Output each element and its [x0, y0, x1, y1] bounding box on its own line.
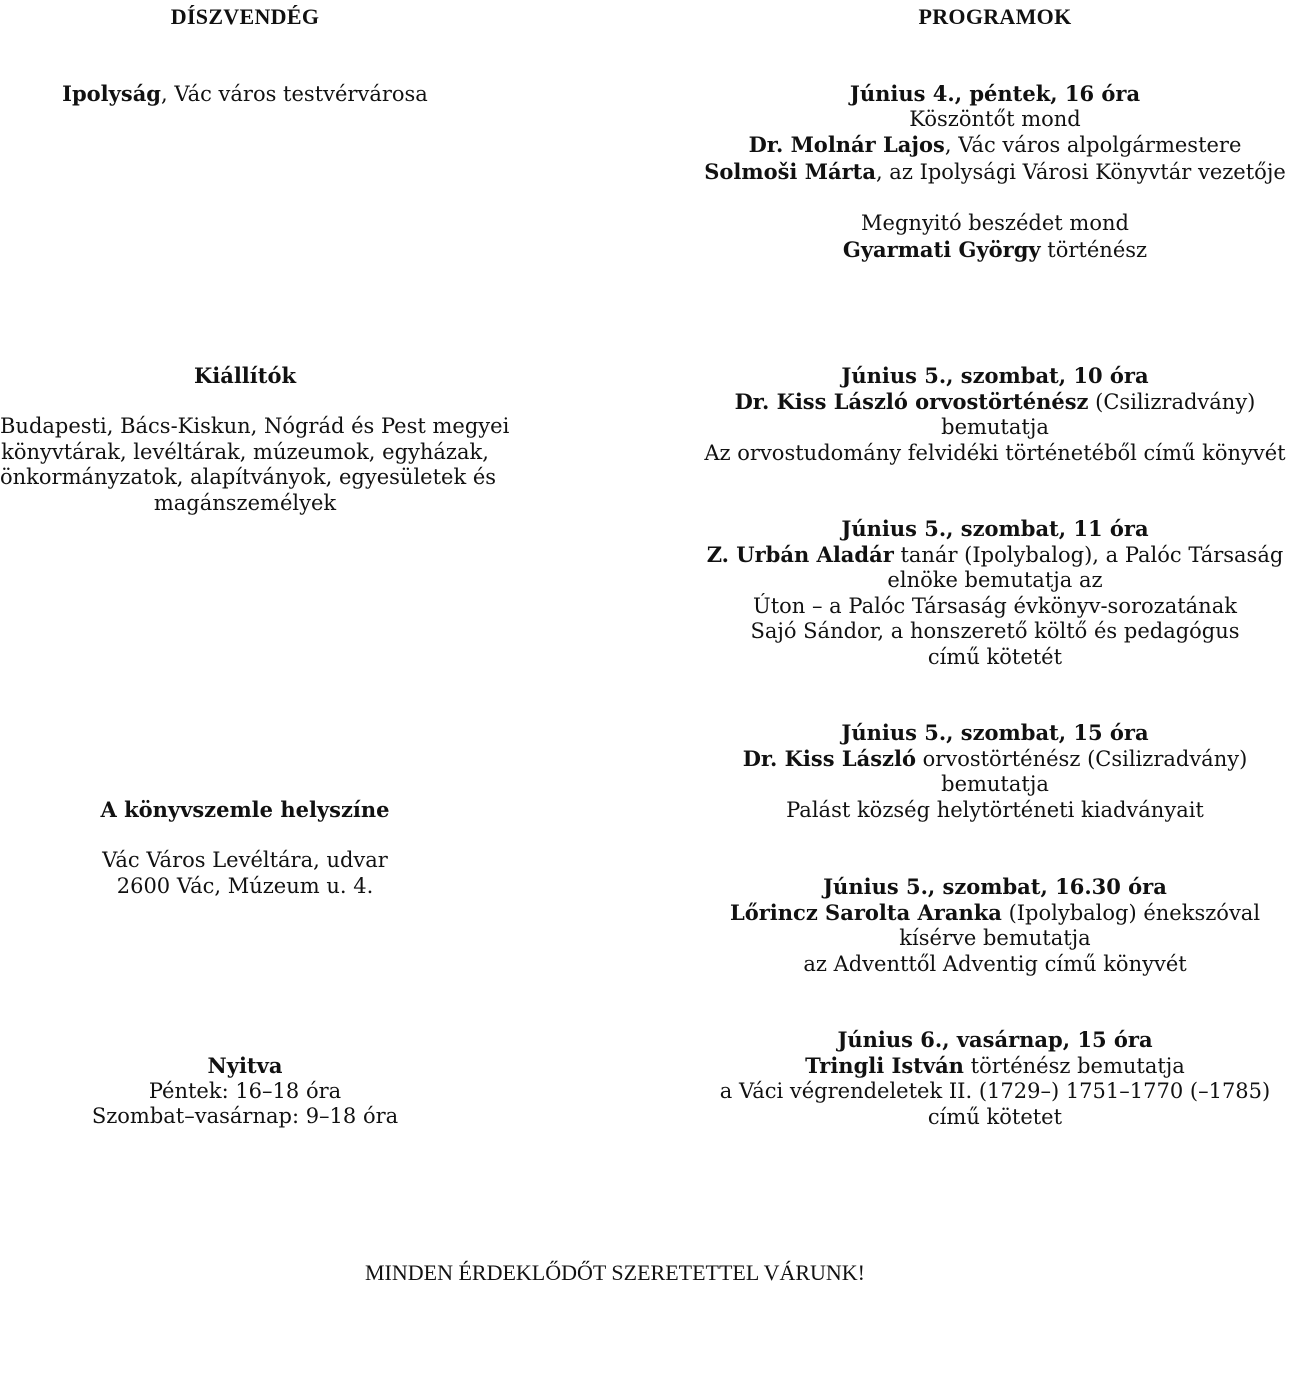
program-item: Június 4., péntek, 16 óra Köszöntőt mond Dr. Molnár Lajos, Vác város alpolgármestere Solmoši Márta, az Ipolysági Városi Könyvtár vezetője Megnyitó beszédet mond Gyarmati György történész — [690, 81, 1300, 263]
opening-hours-line: Szombat–vasárnap: 9–18 óra — [91, 1104, 399, 1129]
opening-hours-line: Péntek: 16–18 óra — [148, 1078, 342, 1103]
program-date: Június 5., szombat, 16.30 óra — [823, 874, 1167, 899]
opening-hours-heading: Nyitva — [207, 1053, 283, 1078]
program-date: Június 5., szombat, 15 óra — [841, 720, 1149, 745]
venue-heading: A könyvszemle helyszíne — [100, 797, 390, 822]
opening-hours-section — [0, 1053, 490, 1130]
exhibitors-line: önkormányzatok, alapítványok, egyesületek és — [0, 465, 497, 490]
program-item: Június 5., szombat, 11 óra Z. Urbán Aladár tanár (Ipolybalog), a Palóc Társaság elnöke bemutatja az Úton – a Palóc Társaság évkönyv-sorozatának Sajó Sándor, a honszerető költő és pedagógus című kötetét — [690, 516, 1300, 671]
guest-of-honor — [0, 81, 490, 108]
program-date: Június 5., szombat, 11 óra — [841, 516, 1149, 541]
program-date: Június 5., szombat, 10 óra — [841, 363, 1149, 388]
program-item: Június 5., szombat, 15 óra Dr. Kiss László orvostörténész (Csilizradvány) bemutatja Palást község helytörténeti kiadványait — [690, 720, 1300, 823]
programs-heading: PROGRAMOK — [918, 4, 1072, 29]
program-item: Június 6., vasárnap, 15 óra Tringli István történész bemutatja a Váci végrendeletek II. (1729–) 1751–1770 (–1785) című kötetet — [690, 1027, 1300, 1130]
exhibitors-line: magánszemélyek — [153, 490, 337, 515]
guest-name: Ipolyság — [62, 81, 161, 106]
program-item: Június 5., szombat, 10 óra Dr. Kiss László orvostörténész (Csilizradvány) bemutatja Az orvostudomány felvidéki történetéből című könyvét — [690, 363, 1300, 466]
program-item: Június 5., szombat, 16.30 óra Lőrincz Sarolta Aranka (Ipolybalog) énekszóval kísérve bemutatja az Adventtől Adventig című könyvét — [690, 874, 1300, 977]
program-date: Június 6., vasárnap, 15 óra — [837, 1027, 1153, 1052]
exhibitors-line: könyvtárak, levéltárak, múzeumok, egyházak, — [1, 439, 489, 464]
venue-line: 2600 Vác, Múzeum u. 4. — [116, 873, 374, 898]
guest-desc: , Vác város testvérvárosa — [160, 82, 428, 106]
guest-heading: DÍSZVENDÉG — [170, 4, 320, 29]
exhibitors-section — [0, 363, 510, 517]
invitation-footer: MINDEN ÉRDEKLŐDŐT SZERETETTEL VÁRUNK! — [364, 1260, 866, 1285]
venue-line: Vác Város Levéltára, udvar — [102, 848, 388, 873]
program-date: Június 4., péntek, 16 óra — [849, 81, 1141, 106]
exhibitors-line: Budapesti, Bács-Kiskun, Nógrád és Pest megyei — [0, 414, 510, 439]
venue-section — [0, 797, 490, 899]
exhibitors-heading: Kiállítók — [193, 363, 297, 388]
